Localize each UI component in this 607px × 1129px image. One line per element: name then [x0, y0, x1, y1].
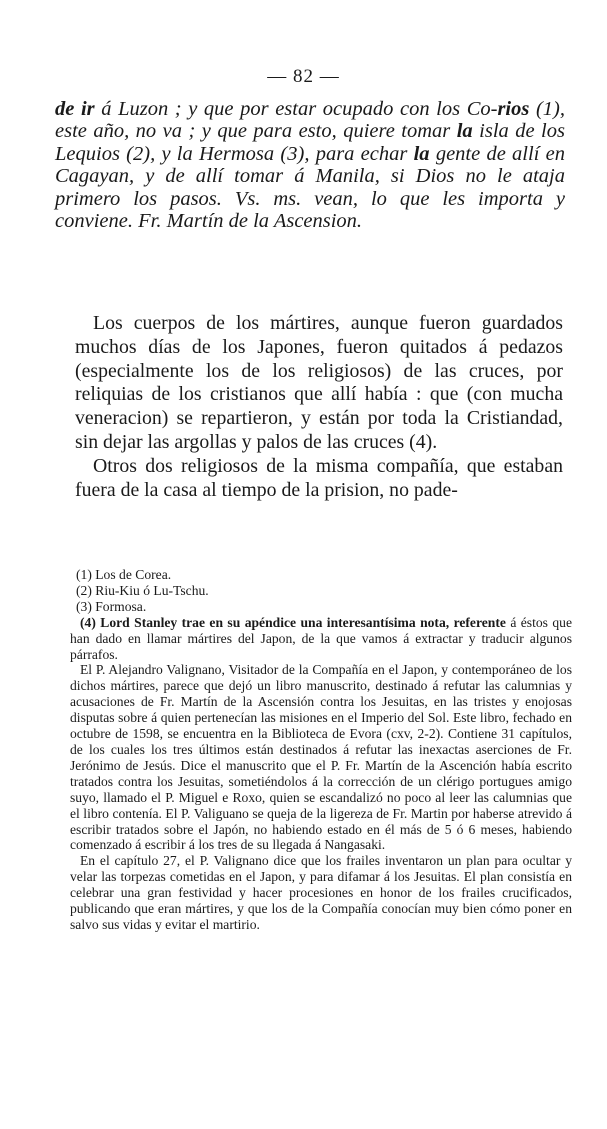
footnote: (2) Riu-Kiu ó Lu-Tschu. — [76, 582, 209, 598]
letter-text: isla de los Lequios (2), y la Hermosa (3), para echar — [55, 120, 565, 165]
footnote-paragraph: En el capítulo 27, el P. Valignano dice que los frailes inventaron un plan para ocultar y velar las torpezas cometidas en el Japon, y para difamar á los Jesuitas. El plan consistía en celebrar una gran festividad y hacer procesiones en honor de los frailes crucificados, publicando que eran mártires, y que los de la Compañía conocían muy bien cómo poner en salvo sus vidas y evitar el martirio. — [70, 853, 572, 932]
letter-text: la — [413, 142, 430, 165]
body-paragraph: Otros dos religiosos de la misma compañía, que estaban fuera de la casa al tiempo de la prision, no pade- — [75, 454, 563, 501]
footnote-text: á éstos que han dado en llamar mártires del Japon, de la que vamos á extractar y traducir algunos párrafos. — [70, 614, 573, 662]
body-text — [75, 312, 563, 502]
letter-text: la — [456, 120, 473, 143]
letter-text: de ir — [55, 98, 95, 120]
letter-quote — [55, 98, 565, 232]
footnote: (1) Los de Corea. — [76, 567, 172, 582]
footnote-text: referente — [453, 614, 506, 630]
footnote: (3) Formosa. — [76, 598, 147, 614]
footnote-4 — [70, 615, 572, 663]
letter-text: rios — [497, 98, 530, 120]
body-paragraph: Los cuerpos de los mártires, aunque fueron guardados muchos días de los Japones, fueron quitados á pedazos (especialmente los de los religiosos) de las cruces, por reliquias de los cristianos que allí había : que (con mucha veneracion) se repartieron, y están por toda la Cristiandad, sin dejar las argollas y palos de las cruces (4). — [75, 312, 563, 453]
footnote-paragraph: El P. Alejandro Valignano, Visitador de la Compañía en el Japon, y contemporáneo de los dichos mártires, parece que dejó un libro manuscrito, destinado á refutar las calumnias y acusaciones de Fr. Martín de la Ascensión contra los Jesuitas, en las tristes y enojosas disputas sobre á quien pertenecían las misiones en el Imperio del Sol. Este libro, fechado en octubre de 1598, se encuentra en la Biblioteca de Evora (cxv, 2-2). Contiene 31 capítulos, de los cuales los tres últimos están destinados á refutar las inexactas aserciones de Fr. Jerónimo de Jesús. Dice el manuscrito que el P. Fr. Martín de la Ascención había escrito tratados contra los Jesuitas, sometiéndolos á la corrección de un clérigo portugues amigo suyo, llamado el P. Miguel e Roxo, quien se escandalizó no poco al leer las calumnias que el libro contenía. El P. Valiguano se queja de la ligereza de Fr. Martin por haberse atrevido á escribir tratados sobre el Japón, no habiendo estado en él más de 5 ó 6 meses, habiendo comenzado á escribir á los tres de su llegada á Nangasaki. — [70, 662, 572, 853]
page-number: — 82 — — [267, 66, 340, 87]
letter-text: (1), este año, no va ; y que para esto, quiere tomar — [55, 98, 565, 143]
footnote-text: (4) Lord Stanley trae en su apéndice una interesantísima nota, — [80, 614, 454, 630]
letter-text: gente de allí en Cagayan, y de allí tomar á Manila, si Dios no le ataja primero los pasos. Vs. ms. vean, lo que les importa y conviene. Fr. Martín de la Ascension. — [55, 142, 565, 233]
footnotes — [70, 567, 572, 933]
letter-text: á Luzon ; y que por estar ocupado con los Co- — [94, 98, 498, 120]
